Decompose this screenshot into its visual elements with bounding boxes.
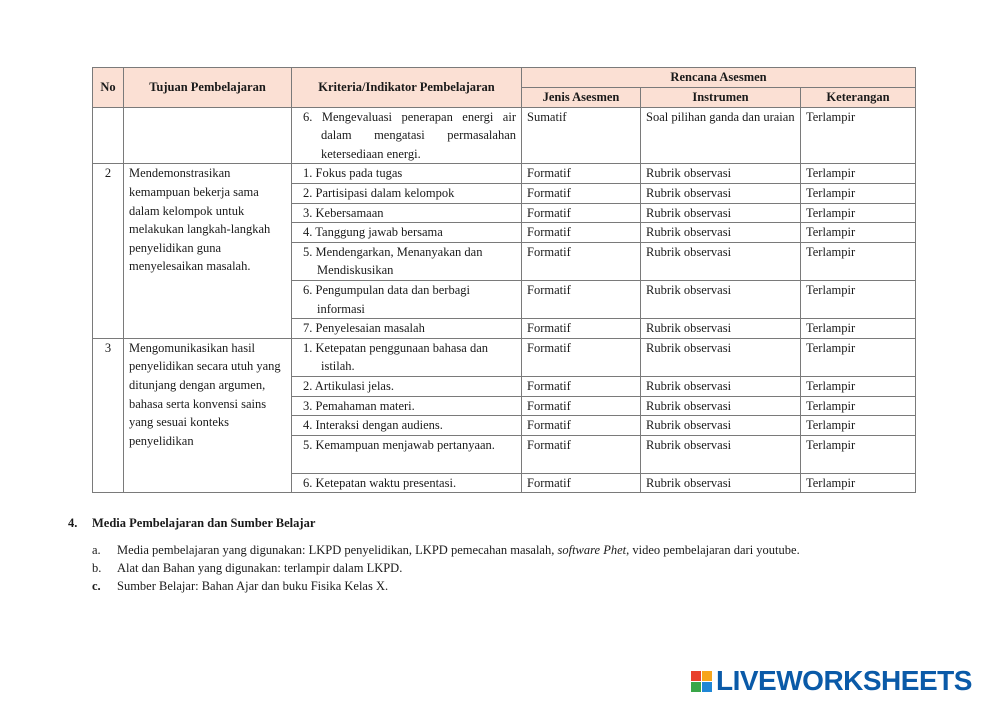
header-keterangan: Keterangan <box>801 88 916 108</box>
kriteria-cell: 4. Interaksi dengan audiens. <box>292 416 522 436</box>
kriteria-cell: 3. Kebersamaan <box>292 203 522 223</box>
logo-block <box>702 671 712 681</box>
instrumen-cell: Rubrik observasi <box>641 473 801 493</box>
kriteria-cell: 6. Mengevaluasi penerapan energi air dalam mengatasi permasalahan ketersediaan energi. <box>292 107 522 164</box>
list-marker: c. <box>92 579 101 593</box>
logo-text: LIVEWORKSHEETS <box>716 665 972 696</box>
instrumen-cell: Rubrik observasi <box>641 183 801 203</box>
jenis-cell: Formatif <box>522 435 641 473</box>
instrumen-cell: Rubrik observasi <box>641 396 801 416</box>
keterangan-cell: Terlampir <box>801 203 916 223</box>
jenis-cell: Formatif <box>522 164 641 184</box>
kriteria-cell: 2. Artikulasi jelas. <box>292 376 522 396</box>
jenis-cell: Formatif <box>522 183 641 203</box>
kriteria-cell: 6. Ketepatan waktu presentasi. <box>292 473 522 493</box>
kriteria-cell: 1. Fokus pada tugas <box>292 164 522 184</box>
list-marker: a. <box>92 543 101 557</box>
kriteria-cell: 5. Kemampuan menjawab pertanyaan. <box>292 435 522 473</box>
jenis-cell: Formatif <box>522 338 641 376</box>
kriteria-cell: 7. Penyelesaian masalah <box>292 319 522 339</box>
keterangan-cell: Terlampir <box>801 435 916 473</box>
header-jenis-asesmen: Jenis Asesmen <box>522 88 641 108</box>
table-row <box>93 164 916 184</box>
section-number: 4. <box>68 516 78 530</box>
jenis-cell: Formatif <box>522 319 641 339</box>
jenis-cell: Formatif <box>522 396 641 416</box>
jenis-cell: Formatif <box>522 473 641 493</box>
instrumen-cell: Rubrik observasi <box>641 223 801 243</box>
keterangan-cell: Terlampir <box>801 164 916 184</box>
instrumen-cell: Rubrik observasi <box>641 319 801 339</box>
keterangan-cell: Terlampir <box>801 319 916 339</box>
header-rencana-asesmen: Rencana Asesmen <box>522 68 916 88</box>
keterangan-cell: Terlampir <box>801 223 916 243</box>
keterangan-cell: Terlampir <box>801 416 916 436</box>
tujuan-cell: Mengomunikasikan hasil penyelidikan secara utuh yang ditunjang dengan argumen, bahasa serta konvensi sains yang sesuai konteks penyelidikan <box>124 338 292 493</box>
list-item-text: Alat dan Bahan yang digunakan: terlampir dalam LKPD. <box>117 561 403 575</box>
kriteria-cell: 3. Pemahaman materi. <box>292 396 522 416</box>
jenis-cell: Formatif <box>522 223 641 243</box>
jenis-cell: Formatif <box>522 376 641 396</box>
kriteria-cell: 5. Mendengarkan, Menanyakan dan Mendiskusikan <box>292 242 522 280</box>
tujuan-cell <box>124 107 292 164</box>
keterangan-cell: Terlampir <box>801 376 916 396</box>
keterangan-cell: Terlampir <box>801 107 916 164</box>
instrumen-cell: Rubrik observasi <box>641 416 801 436</box>
row-number <box>93 107 124 164</box>
list-item-text: Sumber Belajar: Bahan Ajar dan buku Fisika Kelas X. <box>117 579 389 593</box>
liveworksheets-logo <box>691 665 972 697</box>
jenis-cell: Formatif <box>522 280 641 318</box>
kriteria-cell: 2. Partisipasi dalam kelompok <box>292 183 522 203</box>
instrumen-cell: Rubrik observasi <box>641 242 801 280</box>
jenis-cell: Formatif <box>522 416 641 436</box>
tujuan-cell: Mendemonstrasikan kemampuan bekerja sama dalam kelompok untuk melakukan langkah-langkah penyelidikan guna menyelesaikan masalah. <box>124 164 292 338</box>
kriteria-cell: 6. Pengumpulan data dan berbagi informasi <box>292 280 522 318</box>
jenis-cell: Sumatif <box>522 107 641 164</box>
row-number: 2 <box>93 164 124 338</box>
keterangan-cell: Terlampir <box>801 473 916 493</box>
section-4-list <box>92 541 800 595</box>
instrumen-cell: Rubrik observasi <box>641 338 801 376</box>
instrumen-cell: Rubrik observasi <box>641 435 801 473</box>
instrumen-cell: Soal pilihan ganda dan uraian <box>641 107 801 164</box>
keterangan-cell: Terlampir <box>801 338 916 376</box>
logo-block <box>702 682 712 692</box>
instrumen-cell: Rubrik observasi <box>641 280 801 318</box>
list-item <box>92 541 800 559</box>
logo-blocks-icon <box>691 671 712 692</box>
instrumen-cell: Rubrik observasi <box>641 203 801 223</box>
jenis-cell: Formatif <box>522 203 641 223</box>
table-row <box>93 338 916 376</box>
header-instrumen: Instrumen <box>641 88 801 108</box>
keterangan-cell: Terlampir <box>801 183 916 203</box>
list-marker: b. <box>92 561 102 575</box>
section-4-heading <box>68 516 315 531</box>
row-number: 3 <box>93 338 124 493</box>
instrumen-cell: Rubrik observasi <box>641 164 801 184</box>
keterangan-cell: Terlampir <box>801 242 916 280</box>
keterangan-cell: Terlampir <box>801 280 916 318</box>
list-item <box>92 577 800 595</box>
logo-block <box>691 671 701 681</box>
logo-block <box>691 682 701 692</box>
list-item <box>92 559 800 577</box>
header-tujuan: Tujuan Pembelajaran <box>124 68 292 108</box>
keterangan-cell: Terlampir <box>801 396 916 416</box>
jenis-cell: Formatif <box>522 242 641 280</box>
instrumen-cell: Rubrik observasi <box>641 376 801 396</box>
header-kriteria: Kriteria/Indikator Pembelajaran <box>292 68 522 108</box>
assessment-table <box>92 67 916 493</box>
list-item-text: Media pembelajaran yang digunakan: LKPD penyelidikan, LKPD pemecahan masalah, software Phet, video pembelajaran dari youtube. <box>117 543 800 557</box>
kriteria-cell: 1. Ketepatan penggunaan bahasa dan istilah. <box>292 338 522 376</box>
kriteria-cell: 4. Tanggung jawab bersama <box>292 223 522 243</box>
section-title: Media Pembelajaran dan Sumber Belajar <box>92 516 316 530</box>
table-row <box>93 107 916 164</box>
header-no: No <box>93 68 124 108</box>
